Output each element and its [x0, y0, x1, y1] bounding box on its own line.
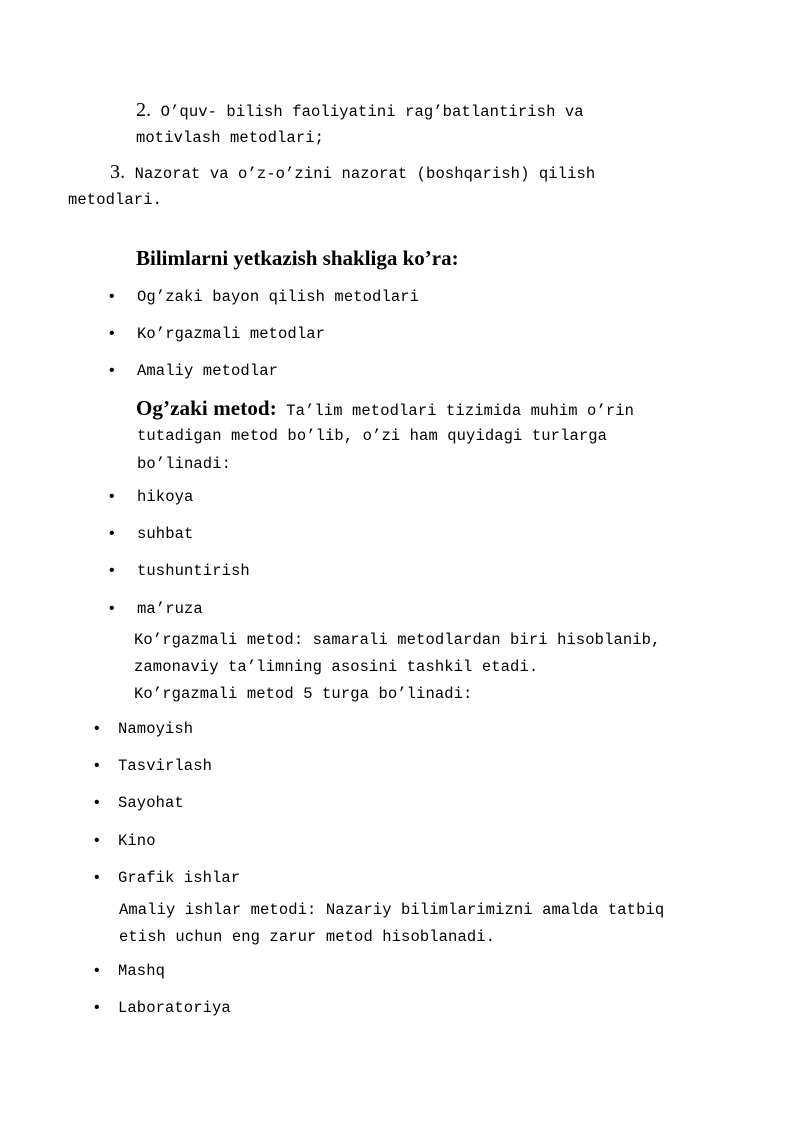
bullet-icon: •: [109, 600, 115, 617]
oral-method-paragraph: [136, 394, 634, 425]
practical-method-line2: etish uchun eng zarur metod hisoblanadi.: [119, 928, 496, 946]
list-item-text: Tasvirlash: [118, 757, 213, 775]
bullet-icon: •: [94, 720, 100, 737]
bullet-icon: •: [94, 757, 100, 774]
bullet-icon: •: [94, 832, 100, 849]
list-item-text: ma’ruza: [137, 600, 203, 618]
list-item-text: Kino: [118, 832, 156, 850]
bullet-icon: •: [109, 525, 115, 542]
numbered-item-2-cont: motivlash metodlari;: [136, 129, 325, 147]
numbered-item-2: [136, 96, 584, 126]
list-item-text: Og’zaki bayon qilish metodlari: [137, 288, 420, 306]
list-item-text: Mashq: [118, 962, 166, 980]
oral-method-lead: Og’zaki metod:: [136, 396, 277, 420]
visual-method-line3: Ko’rgazmali metod 5 turga bo’linadi:: [134, 685, 473, 703]
bullet-icon: •: [109, 362, 115, 379]
bullet-icon: •: [109, 562, 115, 579]
item-number: 3.: [110, 161, 126, 183]
numbered-item-3-cont: metodlari.: [68, 191, 163, 209]
numbered-item-3: [110, 158, 595, 188]
list-item-text: Grafik ishlar: [118, 869, 241, 887]
list-item-text: hikoya: [137, 488, 194, 506]
item-number: 2.: [136, 99, 152, 121]
bullet-icon: •: [94, 869, 100, 886]
list-item-text: Ko’rgazmali metodlar: [137, 325, 326, 343]
list-item-text: suhbat: [137, 525, 194, 543]
bullet-icon: •: [109, 288, 115, 305]
bullet-icon: •: [109, 488, 115, 505]
section-heading: Bilimlarni yetkazish shakliga ko’ra:: [136, 246, 459, 270]
list-item-text: Laboratoriya: [118, 999, 231, 1017]
oral-method-line2: tutadigan metod bo’lib, o’zi ham quyidagi turlarga: [137, 427, 608, 445]
list-item-text: tushuntirish: [137, 562, 250, 580]
list-item-text: Namoyish: [118, 720, 194, 738]
bullet-icon: •: [94, 794, 100, 811]
list-item-text: Sayohat: [118, 794, 184, 812]
item-text: O’quv- bilish faoliyatini rag’batlantirish va: [160, 103, 584, 121]
item-text: Nazorat va o’z-o’zini nazorat (boshqarish) qilish: [134, 165, 596, 183]
bullet-icon: •: [94, 999, 100, 1016]
visual-method-line2: zamonaviy ta’limning asosini tashkil etadi.: [134, 658, 539, 676]
bullet-icon: •: [94, 962, 100, 979]
oral-method-line3: bo’linadi:: [137, 455, 232, 473]
list-item-text: Amaliy metodlar: [137, 362, 279, 380]
bullet-icon: •: [109, 325, 115, 342]
oral-method-text: Ta’lim metodlari tizimida muhim o’rin: [276, 402, 635, 420]
practical-method-line1: Amaliy ishlar metodi: Nazariy bilimlarimizni amalda tatbiq: [119, 901, 665, 919]
visual-method-line1: Ko’rgazmali metod: samarali metodlardan biri hisoblanib,: [134, 631, 661, 649]
